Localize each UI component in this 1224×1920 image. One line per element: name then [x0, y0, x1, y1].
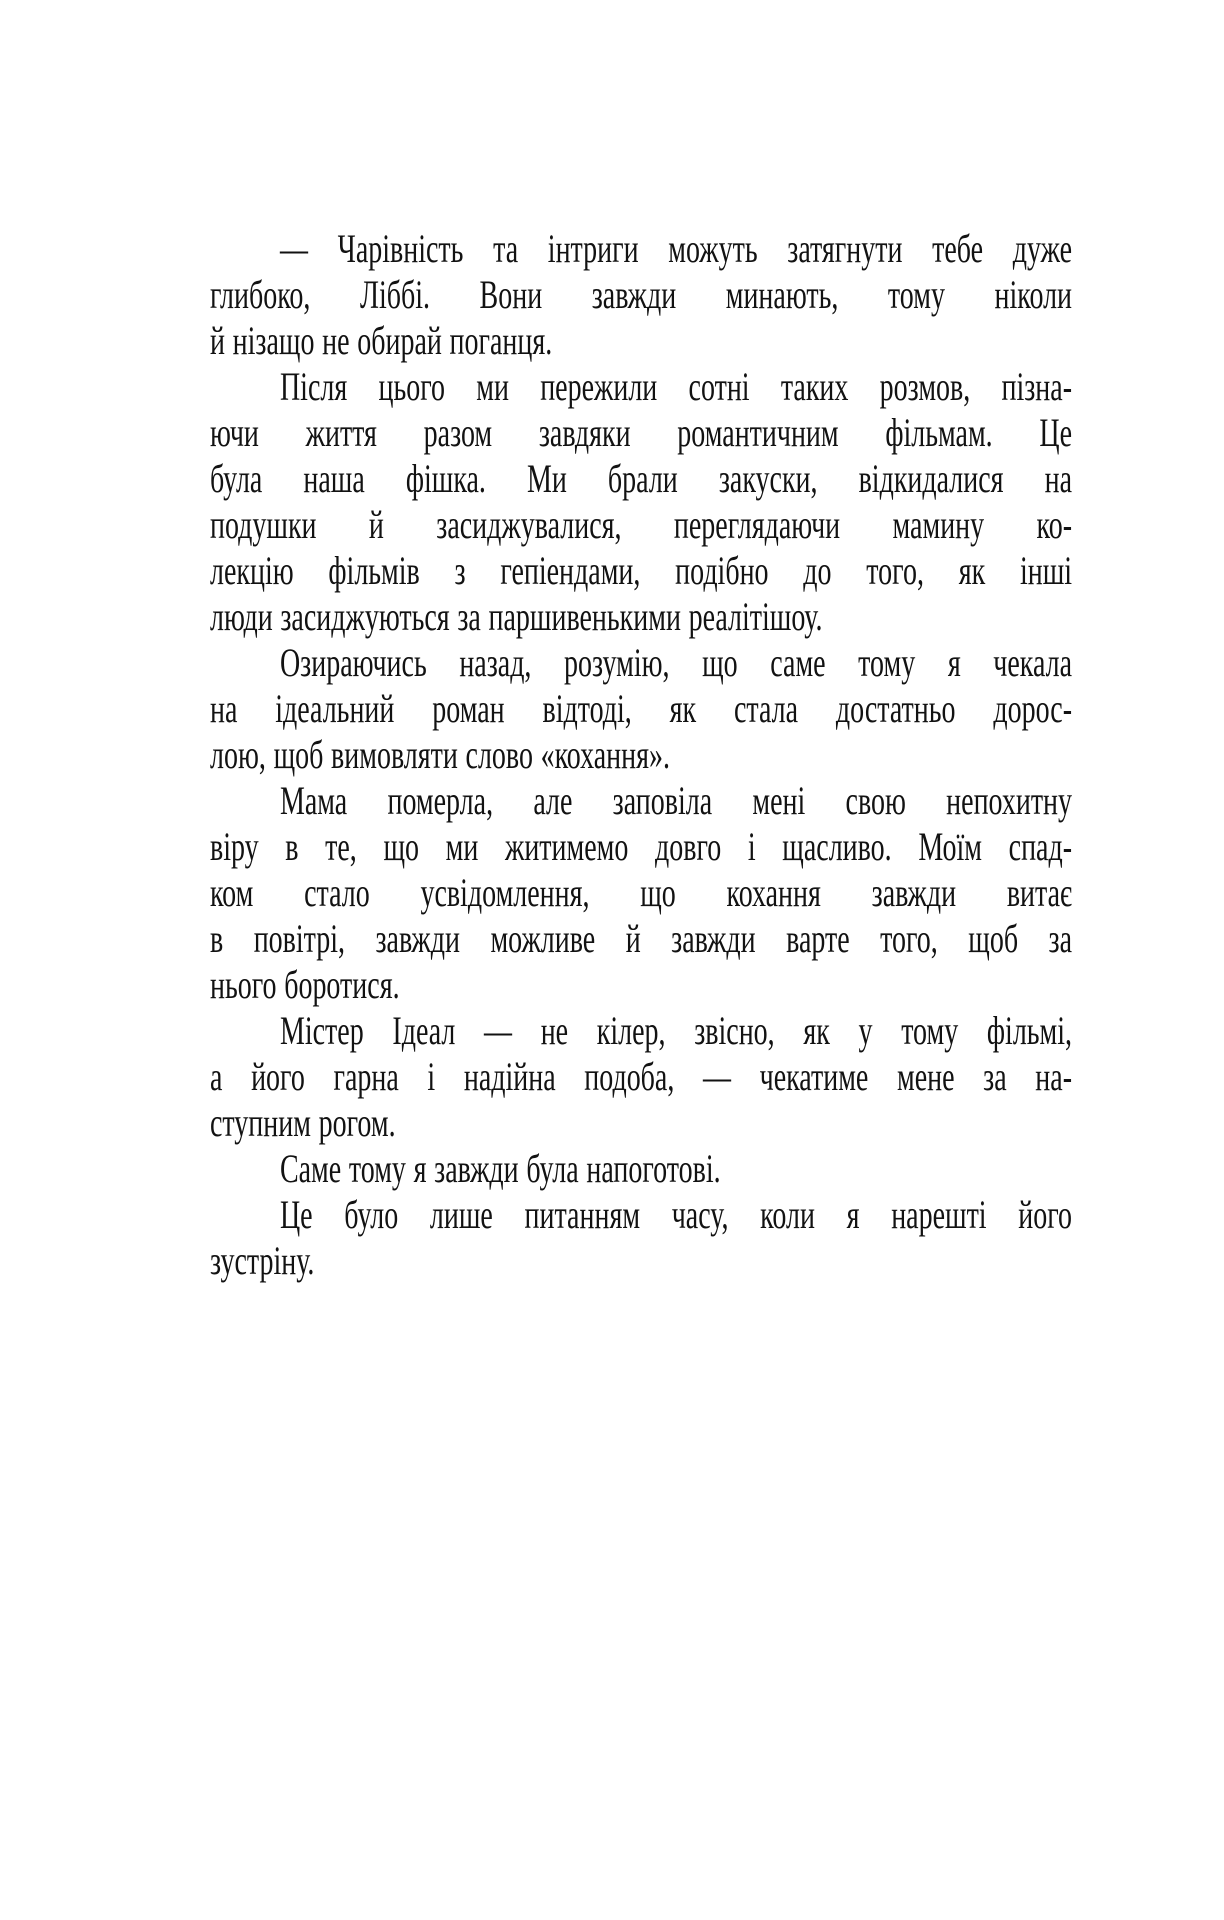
paragraph — [210, 1008, 1072, 1146]
text-line: й нізащо не обирай поганця. — [210, 318, 553, 363]
paragraph — [210, 778, 1072, 1008]
text-line: ком стало усвідомлення, що кохання завжди витає — [210, 870, 1073, 915]
text-line: нього боротися. — [210, 962, 400, 1007]
text-line: в повітрі, завжди можливе й завжди варте того, щоб за — [210, 916, 1073, 961]
paragraph — [210, 1146, 1072, 1192]
text-line: ючи життя разом завдяки романтичним фільмам. Це — [210, 410, 1073, 455]
text-line: Саме тому я завжди була напоготові. — [279, 1146, 721, 1191]
paragraph — [210, 640, 1072, 778]
text-line: Містер Ідеал — не кілер, звісно, як у тому фільмі, — [279, 1008, 1073, 1053]
text-line: зустріну. — [210, 1238, 315, 1283]
text-line: а його гарна і надійна подоба, — чекатиме мене за на- — [210, 1054, 1073, 1099]
text-line: на ідеальний роман відтоді, як стала достатньо дорос- — [210, 686, 1073, 731]
text-line: Мама померла, але заповіла мені свою непохитну — [279, 778, 1073, 823]
text-line: ступним рогом. — [210, 1100, 396, 1145]
text-line: Після цього ми пережили сотні таких розмов, пізна- — [279, 364, 1073, 409]
text-line: Озираючись назад, розумію, що саме тому я чекала — [279, 640, 1073, 685]
text-line: люди засиджуються за паршивенькими реалітішоу. — [210, 594, 823, 639]
text-line: лою, щоб вимовляти слово «кохання». — [210, 732, 670, 777]
text-line: лекцію фільмів з гепіендами, подібно до того, як інші — [210, 548, 1073, 593]
text-line: глибоко, Ліббі. Вони завжди минають, тому ніколи — [210, 272, 1073, 317]
text-line: — Чарівність та інтриги можуть затягнути тебе дуже — [279, 226, 1073, 271]
text-line: подушки й засиджувалися, переглядаючи мамину ко- — [210, 502, 1073, 547]
body-text — [210, 226, 1072, 1284]
text-line: була наша фішка. Ми брали закуски, відкидалися на — [210, 456, 1073, 501]
paragraph — [210, 226, 1072, 364]
text-line: віру в те, що ми житимемо довго і щасливо. Моїм спад- — [210, 824, 1073, 869]
paragraph — [210, 364, 1072, 640]
text-line: Це було лише питанням часу, коли я нарешті його — [279, 1192, 1073, 1237]
paragraph — [210, 1192, 1072, 1284]
